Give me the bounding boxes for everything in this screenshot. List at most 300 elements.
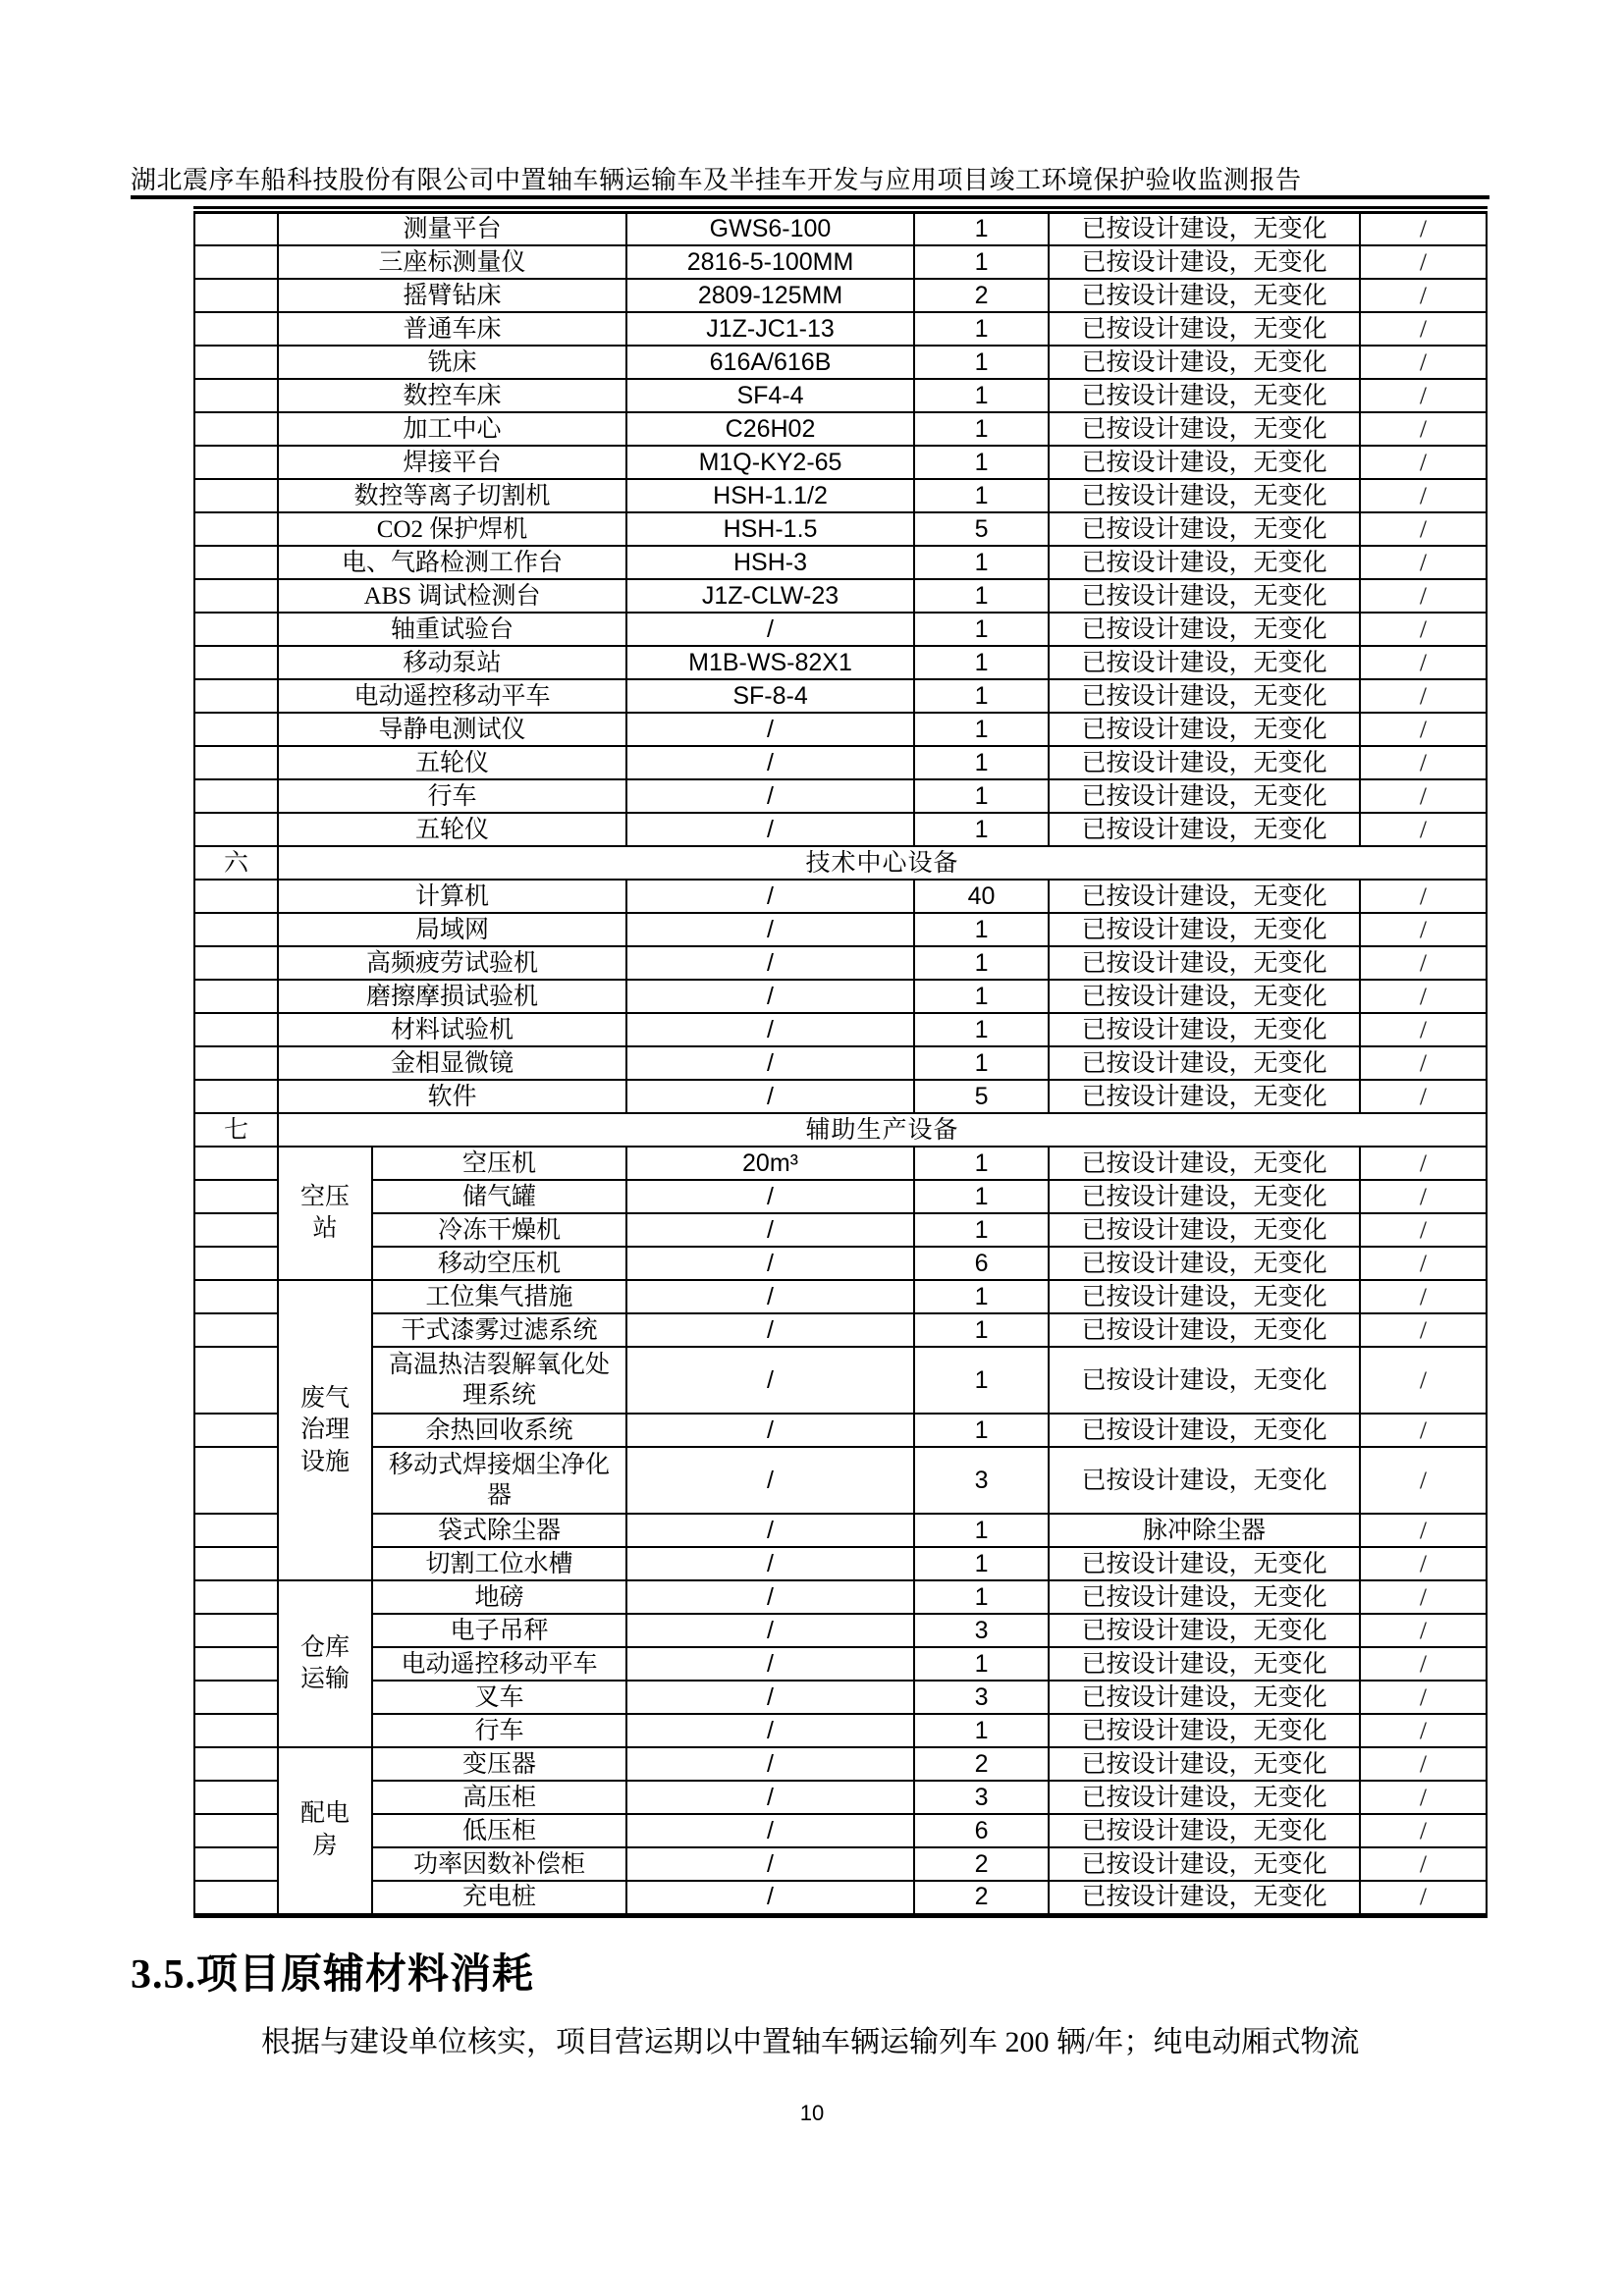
remark-cell: / — [1360, 579, 1487, 613]
status-cell: 脉冲除尘器 — [1049, 1514, 1360, 1547]
status-cell: 已按设计建设，无变化 — [1049, 312, 1360, 346]
remark-cell: / — [1360, 346, 1487, 379]
remark-cell: / — [1360, 613, 1487, 646]
model-cell: / — [626, 1547, 914, 1580]
qty-cell: 3 — [914, 1614, 1049, 1647]
serial-cell — [194, 1614, 278, 1647]
remark-cell: / — [1360, 1147, 1487, 1180]
status-cell: 已按设计建设，无变化 — [1049, 980, 1360, 1013]
table-row — [194, 1313, 1487, 1347]
table-row — [194, 1647, 1487, 1681]
remark-cell: / — [1360, 1747, 1487, 1781]
table-row — [194, 1747, 1487, 1781]
model-cell: 2809-125MM — [626, 279, 914, 312]
name-cell: 材料试验机 — [278, 1013, 626, 1046]
name-cell: 行车 — [278, 779, 626, 813]
serial-cell — [194, 1247, 278, 1280]
serial-cell — [194, 1681, 278, 1714]
model-cell: J1Z-CLW-23 — [626, 579, 914, 613]
name-cell: 高温热洁裂解氧化处理系统 — [372, 1347, 626, 1414]
status-cell: 已按设计建设，无变化 — [1049, 1313, 1360, 1347]
remark-cell: / — [1360, 379, 1487, 412]
qty-cell: 6 — [914, 1247, 1049, 1280]
model-cell: HSH-3 — [626, 546, 914, 579]
model-cell: HSH-1.1/2 — [626, 479, 914, 512]
status-cell: 已按设计建设，无变化 — [1049, 1080, 1360, 1113]
qty-cell: 2 — [914, 1747, 1049, 1781]
serial-cell — [194, 1747, 278, 1781]
status-cell: 已按设计建设，无变化 — [1049, 479, 1360, 512]
remark-cell: / — [1360, 646, 1487, 679]
table-row — [194, 1814, 1487, 1847]
table-row — [194, 210, 1487, 245]
header-divider-rule — [131, 195, 1489, 199]
model-cell: J1Z-JC1-13 — [626, 312, 914, 346]
qty-cell: 1 — [914, 1347, 1049, 1414]
table-row — [194, 279, 1487, 312]
remark-cell: / — [1360, 713, 1487, 746]
remark-cell: / — [1360, 1180, 1487, 1213]
model-cell: / — [626, 746, 914, 779]
name-cell: 袋式除尘器 — [372, 1514, 626, 1547]
group-label: 废气治理设施 — [299, 1384, 350, 1475]
table-row — [194, 1580, 1487, 1614]
status-cell: 已按设计建设，无变化 — [1049, 1046, 1360, 1080]
name-cell: 磨擦摩损试验机 — [278, 980, 626, 1013]
serial-cell — [194, 579, 278, 613]
status-cell: 已按设计建设，无变化 — [1049, 913, 1360, 946]
serial-cell — [194, 1180, 278, 1213]
group-cell — [278, 1280, 372, 1580]
serial-cell — [194, 1013, 278, 1046]
model-cell: 2816-5-100MM — [626, 245, 914, 279]
name-cell: 高频疲劳试验机 — [278, 946, 626, 980]
model-cell: / — [626, 1013, 914, 1046]
status-cell: 已按设计建设，无变化 — [1049, 346, 1360, 379]
qty-cell: 1 — [914, 1013, 1049, 1046]
status-cell: 已按设计建设，无变化 — [1049, 946, 1360, 980]
name-cell: 数控车床 — [278, 379, 626, 412]
name-cell: CO2 保护焊机 — [278, 512, 626, 546]
table-row — [194, 512, 1487, 546]
status-cell: 已按设计建设，无变化 — [1049, 1447, 1360, 1514]
serial-cell: 七 — [194, 1113, 278, 1147]
serial-cell — [194, 1547, 278, 1580]
status-cell: 已按设计建设，无变化 — [1049, 210, 1360, 245]
status-cell: 已按设计建设，无变化 — [1049, 1580, 1360, 1614]
status-cell: 已按设计建设，无变化 — [1049, 1714, 1360, 1747]
qty-cell: 1 — [914, 1313, 1049, 1347]
table-row — [194, 946, 1487, 980]
serial-cell — [194, 279, 278, 312]
name-cell: 软件 — [278, 1080, 626, 1113]
model-cell: 616A/616B — [626, 346, 914, 379]
qty-cell: 1 — [914, 679, 1049, 713]
name-cell: 电动遥控移动平车 — [278, 679, 626, 713]
status-cell: 已按设计建设，无变化 — [1049, 746, 1360, 779]
name-cell: 行车 — [372, 1714, 626, 1747]
qty-cell: 2 — [914, 1881, 1049, 1915]
table-row — [194, 1881, 1487, 1915]
qty-cell: 1 — [914, 713, 1049, 746]
group-label: 仓库运输 — [299, 1633, 350, 1693]
model-cell: 20m³ — [626, 1147, 914, 1180]
qty-cell: 1 — [914, 946, 1049, 980]
model-cell: / — [626, 1414, 914, 1447]
qty-cell: 1 — [914, 1180, 1049, 1213]
qty-cell: 1 — [914, 1580, 1049, 1614]
remark-cell: / — [1360, 479, 1487, 512]
remark-cell: / — [1360, 1547, 1487, 1580]
remark-cell: / — [1360, 312, 1487, 346]
qty-cell: 1 — [914, 1213, 1049, 1247]
group-label: 空压站 — [299, 1183, 350, 1243]
group-label: 配电房 — [299, 1800, 350, 1859]
name-cell: ABS 调试检测台 — [278, 579, 626, 613]
remark-cell: / — [1360, 1514, 1487, 1547]
serial-cell — [194, 1647, 278, 1681]
remark-cell: / — [1360, 779, 1487, 813]
status-cell: 已按设计建设，无变化 — [1049, 1213, 1360, 1247]
remark-cell: / — [1360, 1580, 1487, 1614]
table-row — [194, 679, 1487, 713]
serial-cell — [194, 546, 278, 579]
name-cell: 工位集气措施 — [372, 1280, 626, 1313]
qty-cell: 5 — [914, 1080, 1049, 1113]
table-row — [194, 245, 1487, 279]
model-cell: / — [626, 1781, 914, 1814]
serial-cell — [194, 980, 278, 1013]
model-cell: SF4-4 — [626, 379, 914, 412]
table-row — [194, 1514, 1487, 1547]
name-cell: 测量平台 — [278, 210, 626, 245]
table-row — [194, 1847, 1487, 1881]
table-row — [194, 1681, 1487, 1714]
table-row — [194, 346, 1487, 379]
name-cell: 五轮仪 — [278, 813, 626, 846]
serial-cell — [194, 245, 278, 279]
status-cell: 已按设计建设，无变化 — [1049, 1414, 1360, 1447]
table-row — [194, 1414, 1487, 1447]
qty-cell: 40 — [914, 880, 1049, 913]
status-cell: 已按设计建设，无变化 — [1049, 713, 1360, 746]
remark-cell: / — [1360, 1213, 1487, 1247]
qty-cell: 2 — [914, 279, 1049, 312]
model-cell: / — [626, 1180, 914, 1213]
remark-cell: / — [1360, 880, 1487, 913]
name-cell: 叉车 — [372, 1681, 626, 1714]
remark-cell: / — [1360, 279, 1487, 312]
name-cell: 移动泵站 — [278, 646, 626, 679]
remark-cell: / — [1360, 245, 1487, 279]
remark-cell: / — [1360, 512, 1487, 546]
qty-cell: 1 — [914, 579, 1049, 613]
name-cell: 焊接平台 — [278, 446, 626, 479]
model-cell: / — [626, 1881, 914, 1915]
status-cell: 已按设计建设，无变化 — [1049, 379, 1360, 412]
remark-cell: / — [1360, 1046, 1487, 1080]
remark-cell: / — [1360, 546, 1487, 579]
model-cell: / — [626, 1280, 914, 1313]
serial-cell: 六 — [194, 846, 278, 880]
status-cell: 已按设计建设，无变化 — [1049, 1881, 1360, 1915]
status-cell: 已按设计建设，无变化 — [1049, 245, 1360, 279]
model-cell: / — [626, 1647, 914, 1681]
qty-cell: 1 — [914, 746, 1049, 779]
group-cell — [278, 1147, 372, 1280]
model-cell: / — [626, 913, 914, 946]
qty-cell: 1 — [914, 613, 1049, 646]
serial-cell — [194, 646, 278, 679]
remark-cell: / — [1360, 1347, 1487, 1414]
model-cell: / — [626, 1213, 914, 1247]
name-cell: 移动空压机 — [372, 1247, 626, 1280]
remark-cell: / — [1360, 210, 1487, 245]
status-cell: 已按设计建设，无变化 — [1049, 546, 1360, 579]
model-cell: / — [626, 613, 914, 646]
table-row — [194, 746, 1487, 779]
name-cell: 干式漆雾过滤系统 — [372, 1313, 626, 1347]
remark-cell: / — [1360, 1881, 1487, 1915]
qty-cell: 1 — [914, 479, 1049, 512]
model-cell: / — [626, 813, 914, 846]
status-cell: 已按设计建设，无变化 — [1049, 779, 1360, 813]
equipment-table — [193, 206, 1488, 1918]
name-cell: 数控等离子切割机 — [278, 479, 626, 512]
remark-cell: / — [1360, 679, 1487, 713]
serial-cell — [194, 1814, 278, 1847]
qty-cell: 1 — [914, 1280, 1049, 1313]
qty-cell: 1 — [914, 346, 1049, 379]
model-cell: / — [626, 713, 914, 746]
table-row — [194, 1213, 1487, 1247]
remark-cell: / — [1360, 1781, 1487, 1814]
table-row — [194, 1347, 1487, 1414]
group-cell — [278, 1580, 372, 1747]
name-cell: 轴重试验台 — [278, 613, 626, 646]
serial-cell — [194, 1847, 278, 1881]
qty-cell: 1 — [914, 1547, 1049, 1580]
section-title-cell: 技术中心设备 — [278, 846, 1487, 880]
table-row — [194, 1046, 1487, 1080]
name-cell: 五轮仪 — [278, 746, 626, 779]
name-cell: 电子吊秤 — [372, 1614, 626, 1647]
qty-cell: 1 — [914, 1714, 1049, 1747]
name-cell: 计算机 — [278, 880, 626, 913]
model-cell: / — [626, 1714, 914, 1747]
model-cell: / — [626, 1747, 914, 1781]
model-cell: / — [626, 1313, 914, 1347]
status-cell: 已按设计建设，无变化 — [1049, 512, 1360, 546]
table-row — [194, 813, 1487, 846]
qty-cell: 1 — [914, 245, 1049, 279]
name-cell: 功率因数补偿柜 — [372, 1847, 626, 1881]
status-cell: 已按设计建设，无变化 — [1049, 880, 1360, 913]
remark-cell: / — [1360, 1313, 1487, 1347]
qty-cell: 3 — [914, 1781, 1049, 1814]
serial-cell — [194, 1580, 278, 1614]
status-cell: 已按设计建设，无变化 — [1049, 1681, 1360, 1714]
table-row — [194, 312, 1487, 346]
model-cell: C26H02 — [626, 412, 914, 446]
qty-cell: 1 — [914, 646, 1049, 679]
qty-cell: 3 — [914, 1681, 1049, 1714]
qty-cell: 1 — [914, 379, 1049, 412]
body-paragraph: 根据与建设单位核实，项目营运期以中置轴车辆运输列车 200 辆/年；纯电动厢式物流 — [261, 2026, 1360, 2058]
remark-cell: / — [1360, 1681, 1487, 1714]
serial-cell — [194, 813, 278, 846]
table-row — [194, 880, 1487, 913]
name-cell: 冷冻干燥机 — [372, 1213, 626, 1247]
serial-cell — [194, 779, 278, 813]
status-cell: 已按设计建设，无变化 — [1049, 1180, 1360, 1213]
section-heading: 3.5.项目原辅材料消耗 — [131, 1952, 535, 1998]
qty-cell: 1 — [914, 1647, 1049, 1681]
remark-cell: / — [1360, 412, 1487, 446]
table-row — [194, 713, 1487, 746]
serial-cell — [194, 210, 278, 245]
qty-cell: 1 — [914, 546, 1049, 579]
serial-cell — [194, 479, 278, 512]
model-cell: / — [626, 980, 914, 1013]
remark-cell: / — [1360, 913, 1487, 946]
table-row — [194, 980, 1487, 1013]
name-cell: 余热回收系统 — [372, 1414, 626, 1447]
table-row — [194, 1781, 1487, 1814]
serial-cell — [194, 713, 278, 746]
qty-cell: 3 — [914, 1447, 1049, 1514]
remark-cell: / — [1360, 1280, 1487, 1313]
status-cell: 已按设计建设，无变化 — [1049, 1280, 1360, 1313]
status-cell: 已按设计建设，无变化 — [1049, 1647, 1360, 1681]
remark-cell: / — [1360, 946, 1487, 980]
status-cell: 已按设计建设，无变化 — [1049, 1247, 1360, 1280]
table-row — [194, 1447, 1487, 1514]
table-row — [194, 1280, 1487, 1313]
name-cell: 电、气路检测工作台 — [278, 546, 626, 579]
table-row — [194, 1080, 1487, 1113]
model-cell: HSH-1.5 — [626, 512, 914, 546]
serial-cell — [194, 880, 278, 913]
name-cell: 地磅 — [372, 1580, 626, 1614]
table-row — [194, 1247, 1487, 1280]
name-cell: 变压器 — [372, 1747, 626, 1781]
status-cell: 已按设计建设，无变化 — [1049, 646, 1360, 679]
serial-cell — [194, 1414, 278, 1447]
status-cell: 已按设计建设，无变化 — [1049, 1547, 1360, 1580]
serial-cell — [194, 946, 278, 980]
page-number: 10 — [799, 2101, 825, 2125]
status-cell: 已按设计建设，无变化 — [1049, 1781, 1360, 1814]
name-cell: 导静电测试仪 — [278, 713, 626, 746]
section-title-cell: 辅助生产设备 — [278, 1113, 1487, 1147]
remark-cell: / — [1360, 1714, 1487, 1747]
status-cell: 已按设计建设，无变化 — [1049, 1847, 1360, 1881]
model-cell: / — [626, 1681, 914, 1714]
remark-cell: / — [1360, 1447, 1487, 1514]
remark-cell: / — [1360, 1814, 1487, 1847]
model-cell: / — [626, 779, 914, 813]
remark-cell: / — [1360, 1647, 1487, 1681]
name-cell: 摇臂钻床 — [278, 279, 626, 312]
serial-cell — [194, 1313, 278, 1347]
remark-cell: / — [1360, 446, 1487, 479]
section-row — [194, 846, 1487, 880]
table-row — [194, 646, 1487, 679]
table-row — [194, 1714, 1487, 1747]
name-cell: 金相显微镜 — [278, 1046, 626, 1080]
model-cell: / — [626, 1347, 914, 1414]
table-row — [194, 1147, 1487, 1180]
qty-cell: 6 — [914, 1814, 1049, 1847]
remark-cell: / — [1360, 1013, 1487, 1046]
name-cell: 低压柜 — [372, 1814, 626, 1847]
remark-cell: / — [1360, 1414, 1487, 1447]
qty-cell: 1 — [914, 913, 1049, 946]
name-cell: 高压柜 — [372, 1781, 626, 1814]
model-cell: / — [626, 1046, 914, 1080]
serial-cell — [194, 1881, 278, 1915]
remark-cell: / — [1360, 746, 1487, 779]
serial-cell — [194, 446, 278, 479]
status-cell: 已按设计建设，无变化 — [1049, 1814, 1360, 1847]
serial-cell — [194, 913, 278, 946]
status-cell: 已按设计建设，无变化 — [1049, 446, 1360, 479]
qty-cell: 1 — [914, 813, 1049, 846]
table-row — [194, 779, 1487, 813]
name-cell: 移动式焊接烟尘净化器 — [372, 1447, 626, 1514]
section-row — [194, 1113, 1487, 1147]
name-cell: 空压机 — [372, 1147, 626, 1180]
status-cell: 已按设计建设，无变化 — [1049, 813, 1360, 846]
table-row — [194, 446, 1487, 479]
table-row — [194, 1013, 1487, 1046]
group-cell — [278, 1747, 372, 1915]
qty-cell: 1 — [914, 312, 1049, 346]
serial-cell — [194, 1046, 278, 1080]
serial-cell — [194, 613, 278, 646]
qty-cell: 1 — [914, 980, 1049, 1013]
serial-cell — [194, 412, 278, 446]
serial-cell — [194, 1213, 278, 1247]
qty-cell: 1 — [914, 210, 1049, 245]
serial-cell — [194, 512, 278, 546]
name-cell: 普通车床 — [278, 312, 626, 346]
serial-cell — [194, 379, 278, 412]
qty-cell: 1 — [914, 779, 1049, 813]
serial-cell — [194, 746, 278, 779]
remark-cell: / — [1360, 813, 1487, 846]
remark-cell: / — [1360, 980, 1487, 1013]
name-cell: 电动遥控移动平车 — [372, 1647, 626, 1681]
table-row — [194, 913, 1487, 946]
model-cell: M1B-WS-82X1 — [626, 646, 914, 679]
remark-cell: / — [1360, 1080, 1487, 1113]
serial-cell — [194, 346, 278, 379]
qty-cell: 5 — [914, 512, 1049, 546]
model-cell: / — [626, 1580, 914, 1614]
model-cell: / — [626, 1447, 914, 1514]
serial-cell — [194, 1781, 278, 1814]
table-row — [194, 546, 1487, 579]
serial-cell — [194, 1280, 278, 1313]
status-cell: 已按设计建设，无变化 — [1049, 279, 1360, 312]
remark-cell: / — [1360, 1847, 1487, 1881]
status-cell: 已按设计建设，无变化 — [1049, 1347, 1360, 1414]
remark-cell: / — [1360, 1247, 1487, 1280]
table-row — [194, 579, 1487, 613]
model-cell: SF-8-4 — [626, 679, 914, 713]
